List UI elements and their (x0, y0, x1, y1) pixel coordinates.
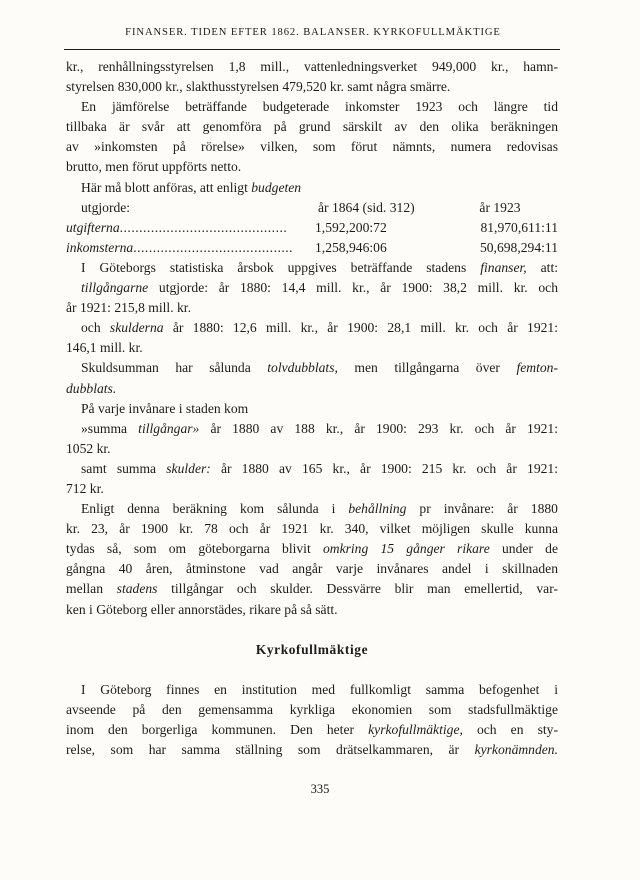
text-line (66, 579, 558, 599)
text-line (66, 499, 558, 519)
emphasis: omkring 15 gånger rikare (322, 541, 490, 557)
text-run: samt summa (81, 460, 167, 476)
page-body (66, 57, 558, 760)
text-run: I Göteborgs statistiska årsbok uppgives beträffande stadens (81, 259, 481, 275)
text-line: 146,1 mill. kr. (66, 340, 143, 356)
text-line (66, 419, 558, 439)
text-line: avseende på den gemensamma kyrkliga ekonomien som stadsfullmäktige (66, 702, 558, 717)
text-line (66, 740, 558, 760)
value-1923: 81,970,611:11 (480, 219, 558, 235)
table-row (66, 218, 558, 238)
text-run: relse, som har samma ställning som drätselkammaren, är (66, 742, 475, 758)
text-line (66, 539, 558, 559)
row-label: utgifterna (66, 219, 120, 235)
emphasis: behållning (348, 501, 407, 517)
text-line: I Göteborg finnes en institution med fullkomligt samma befogenhet i (81, 681, 558, 697)
text-line: kr. 23, år 1900 kr. 78 och år 1921 kr. 340, vilket möjligen skulle kunna (66, 521, 558, 537)
text-line: 1052 kr. (66, 440, 111, 456)
text-run: Enligt denna beräkning kom sålunda i (81, 501, 349, 517)
text-line (66, 459, 558, 479)
table-header-row (66, 198, 558, 218)
text-line (66, 720, 558, 740)
leader-dots: ......................................... (133, 239, 294, 255)
text-run: år 1880 av 165 kr., år 1900: 215 kr. och år 1921: (210, 460, 558, 476)
text-run: och en sty- (462, 722, 558, 738)
value-1864: 1,592,200:72 (315, 219, 387, 235)
page-number: 335 (310, 782, 330, 796)
text-run: pr invånare: år 1880 (406, 501, 558, 517)
emphasis: finanser, (480, 259, 527, 275)
value-1923: 50,698,294:11 (479, 239, 558, 255)
text-line: En jämförelse beträffande budgeterade inkomster 1923 och längre tid (81, 99, 558, 115)
emphasis: skulder: (166, 460, 211, 476)
text-line (66, 379, 558, 399)
emphasis: kyrkonämnden. (474, 742, 558, 758)
text-line: kr., renhållningsstyrelsen 1,8 mill., vattenledningsverket 949,000 kr., hamn- (66, 59, 558, 74)
text-line: styrelsen 830,000 kr., slakthusstyrelsen 479,520 kr. samt några smärre. (66, 79, 451, 95)
emphasis: dubblats. (66, 380, 117, 396)
text-line (66, 318, 558, 338)
emphasis: tolvdubblats, (267, 360, 338, 376)
text-line: tillbaka är svår att genomföra på grund särskilt av den olika beräkningen (66, 119, 558, 135)
text-line: På varje invånare i staden kom (81, 400, 249, 416)
table-row (66, 238, 558, 258)
emphasis: budgeten (251, 179, 302, 195)
table-label: utgjorde: (81, 199, 131, 215)
text-line (66, 258, 558, 278)
row-label: inkomsterna (66, 239, 134, 255)
text-run: utgjorde: år 1880: 14,4 mill. kr., år 1900: 38,2 mill. kr. och (148, 280, 558, 296)
text-run: men tillgångarna över (337, 360, 517, 376)
text-line: ken i Göteborg eller annorstädes, rikare på så sätt. (66, 601, 338, 617)
text-line (66, 358, 558, 378)
text-run: tillgångar och skulder. Dessvärre blir man emellertid, var- (157, 581, 558, 597)
text-line: år 1921: 215,8 mill. kr. (66, 300, 191, 316)
leader-dots: ........................................... (119, 219, 288, 235)
text-line (66, 278, 558, 298)
text-line (66, 178, 558, 198)
text-run: år 1880: 12,6 mill. kr., år 1900: 28,1 mill. kr. och år 1921: (163, 320, 559, 336)
emphasis: femton- (516, 360, 559, 376)
emphasis: tillgångar» (138, 420, 200, 436)
text-line: brutto, men förut uppförts netto. (66, 159, 242, 175)
text-line: gångna 40 åren, åtminstone vad angår varje invånares andel i skillnaden (66, 561, 558, 577)
column-header-1923: år 1923 (479, 199, 521, 215)
emphasis: skulderna (109, 320, 164, 336)
text-line: av »inkomsten på rörelse» vilken, som förut nämnts, numera redovisas (66, 139, 558, 155)
text-run: år 1880 av 188 kr., år 1900: 293 kr. och år 1921: (199, 420, 558, 436)
text-run: Här må blott anföras, att enligt (81, 179, 252, 195)
text-run: tydas så, som om göteborgarna blivit (66, 541, 323, 557)
emphasis: stadens (116, 581, 158, 597)
emphasis: kyrkofullmäktige, (368, 722, 463, 738)
value-1864: 1,258,946:06 (315, 239, 387, 255)
text-run: »summa (81, 420, 139, 436)
text-run: att: (526, 259, 558, 275)
section-heading: Kyrkofullmäktige (255, 641, 369, 657)
header-rule (64, 49, 560, 50)
emphasis: tillgångarne (81, 280, 149, 296)
text-line: 712 kr. (66, 480, 104, 496)
text-run: mellan (66, 581, 117, 597)
text-run: och (81, 320, 110, 336)
text-run: inom den borgerliga kommunen. Den heter (66, 722, 369, 738)
running-header: FINANSER. TIDEN EFTER 1862. BALANSER. KYRKOFULLMÄKTIGE (125, 27, 501, 38)
text-run: under de (489, 541, 558, 557)
text-run: Skuldsumman har sålunda (81, 360, 268, 376)
column-header-1864: år 1864 (sid. 312) (318, 199, 415, 215)
